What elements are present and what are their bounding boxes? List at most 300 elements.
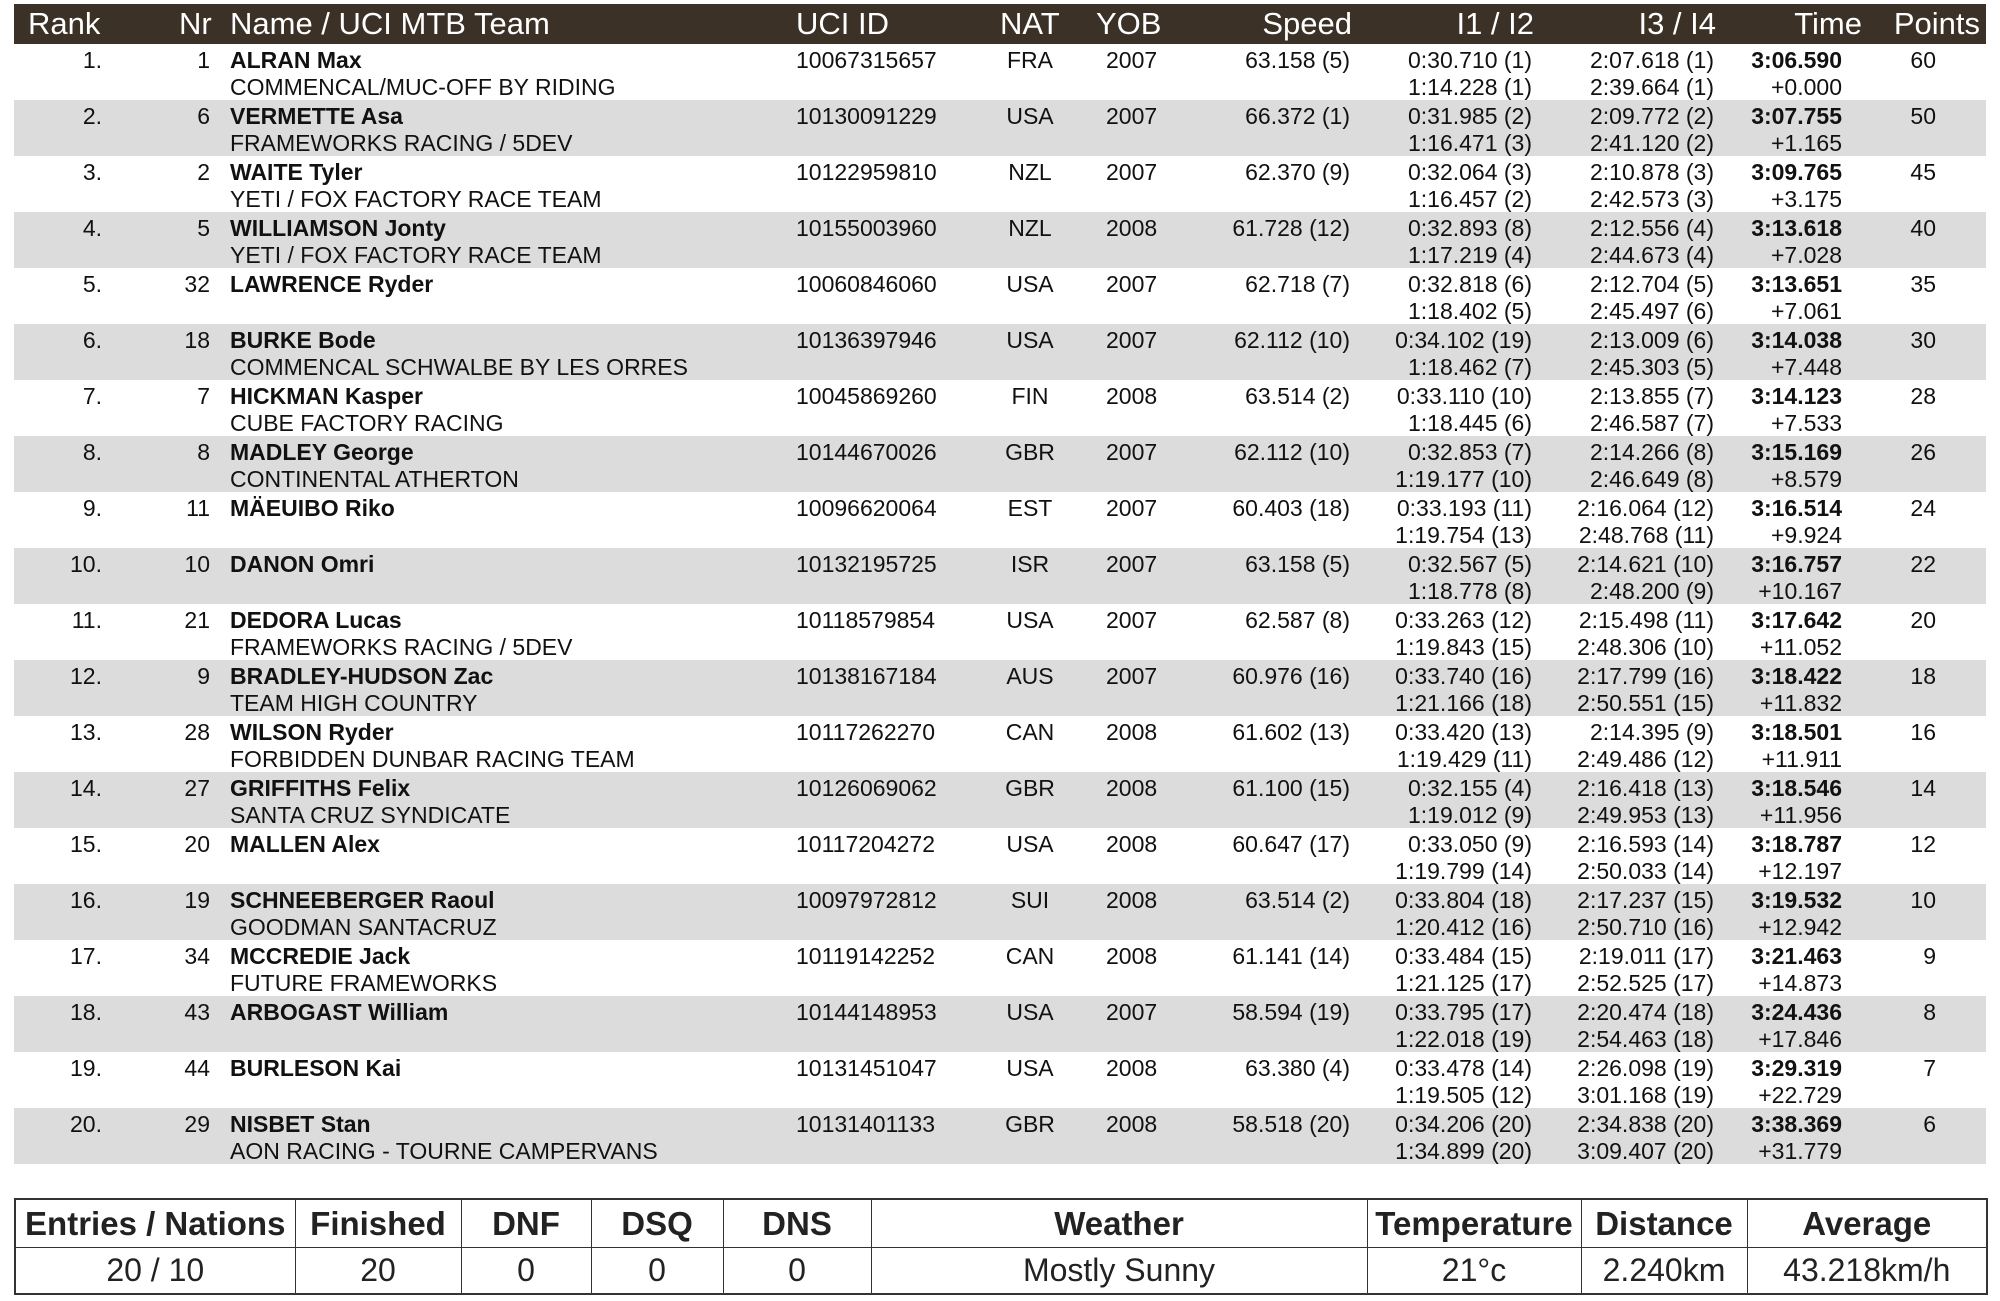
nationality: GBR xyxy=(1005,775,1055,801)
time-gap: +11.832 xyxy=(1759,690,1842,716)
nationality: NZL xyxy=(1008,159,1052,185)
bib-number: 21 xyxy=(184,607,210,633)
rider-name: ARBOGAST William xyxy=(230,999,449,1025)
split-i1: 0:32.567 (5) xyxy=(1407,551,1532,577)
rank-cell: 19. xyxy=(70,1055,102,1081)
finish-time: 3:13.651 xyxy=(1751,271,1842,297)
bib-number: 5 xyxy=(197,215,210,241)
summary-value: 0 xyxy=(461,1248,591,1295)
result-row xyxy=(14,380,1986,436)
rank-cell: 4. xyxy=(82,215,102,241)
split-i1: 0:32.155 (4) xyxy=(1407,775,1532,801)
time-gap: +3.175 xyxy=(1771,186,1842,212)
time-gap: +7.533 xyxy=(1771,410,1842,436)
col-nat-header: NAT xyxy=(1000,6,1060,41)
year-of-birth: 2007 xyxy=(1106,999,1158,1025)
split-i1: 0:33.795 (17) xyxy=(1395,999,1532,1025)
speed-trap: 60.403 (18) xyxy=(1232,495,1350,521)
result-row xyxy=(14,492,1986,548)
summary-value: 43.218km/h xyxy=(1747,1248,1987,1295)
year-of-birth: 2008 xyxy=(1106,719,1158,745)
summary-value: Mostly Sunny xyxy=(871,1248,1367,1295)
result-row xyxy=(14,156,1986,212)
team-name: FORBIDDEN DUNBAR RACING TEAM xyxy=(230,746,635,772)
time-gap: +8.579 xyxy=(1771,466,1842,492)
uci-id: 10060846060 xyxy=(796,271,937,297)
split-i3: 2:16.064 (12) xyxy=(1577,495,1714,521)
rank-cell: 11. xyxy=(71,607,102,633)
race-summary-table xyxy=(14,1198,1988,1295)
finish-time: 3:18.501 xyxy=(1751,719,1842,745)
split-i3: 2:07.618 (1) xyxy=(1589,47,1714,73)
nationality: FIN xyxy=(1011,383,1049,409)
finish-time: 3:09.765 xyxy=(1751,159,1842,185)
split-i3: 2:17.799 (16) xyxy=(1577,663,1714,689)
result-row xyxy=(14,716,1986,772)
split-i1: 0:32.893 (8) xyxy=(1407,215,1532,241)
rider-name: SCHNEEBERGER Raoul xyxy=(230,887,495,913)
speed-trap: 58.594 (19) xyxy=(1232,999,1350,1025)
summary-label: Distance xyxy=(1581,1199,1747,1248)
year-of-birth: 2008 xyxy=(1106,943,1158,969)
time-gap: +11.911 xyxy=(1761,746,1842,772)
split-i1: 0:33.420 (13) xyxy=(1395,719,1532,745)
summary-values-row xyxy=(15,1248,1987,1295)
rider-name: HICKMAN Kasper xyxy=(230,383,423,409)
speed-trap: 61.141 (14) xyxy=(1232,943,1350,969)
finish-time: 3:14.038 xyxy=(1751,327,1842,353)
speed-trap: 61.728 (12) xyxy=(1232,215,1350,241)
time-gap: +1.165 xyxy=(1771,130,1842,156)
uci-id: 10122959810 xyxy=(796,159,937,185)
uci-id: 10045869260 xyxy=(796,383,937,409)
result-row xyxy=(14,1052,1986,1108)
split-i4: 2:46.587 (7) xyxy=(1589,410,1714,436)
points: 10 xyxy=(1910,887,1936,913)
points: 6 xyxy=(1923,1111,1936,1137)
split-i4: 2:50.551 (15) xyxy=(1577,690,1714,716)
result-row xyxy=(14,1108,1986,1164)
col-rank-header: Rank xyxy=(28,6,101,41)
col-name-header: Name / UCI MTB Team xyxy=(230,6,550,41)
results-table xyxy=(14,4,1986,1164)
split-i1: 0:33.478 (14) xyxy=(1395,1055,1532,1081)
result-row xyxy=(14,884,1986,940)
split-i1: 0:34.102 (19) xyxy=(1395,327,1532,353)
rank-cell: 18. xyxy=(70,999,102,1025)
split-i1: 0:33.484 (15) xyxy=(1395,943,1532,969)
bib-number: 9 xyxy=(197,663,210,689)
speed-trap: 62.112 (10) xyxy=(1234,439,1350,465)
points: 7 xyxy=(1923,1055,1936,1081)
nationality: USA xyxy=(1006,271,1054,297)
team-name: YETI / FOX FACTORY RACE TEAM xyxy=(230,186,602,212)
year-of-birth: 2007 xyxy=(1106,159,1158,185)
speed-trap: 63.158 (5) xyxy=(1245,47,1350,73)
nationality: CAN xyxy=(1005,943,1055,969)
finish-time: 3:18.546 xyxy=(1751,775,1842,801)
year-of-birth: 2007 xyxy=(1106,47,1158,73)
rank-cell: 8. xyxy=(82,439,102,465)
bib-number: 29 xyxy=(184,1111,210,1137)
year-of-birth: 2007 xyxy=(1106,551,1158,577)
col-yob-header: YOB xyxy=(1096,6,1162,41)
year-of-birth: 2007 xyxy=(1106,495,1158,521)
split-i2: 1:19.799 (14) xyxy=(1395,858,1532,884)
split-i2: 1:19.177 (10) xyxy=(1395,466,1532,492)
year-of-birth: 2008 xyxy=(1106,775,1158,801)
rank-cell: 9. xyxy=(82,495,102,521)
bib-number: 10 xyxy=(184,551,210,577)
speed-trap: 63.514 (2) xyxy=(1245,383,1350,409)
rank-cell: 7. xyxy=(82,383,102,409)
split-i4: 2:50.710 (16) xyxy=(1577,914,1714,940)
summary-value: 0 xyxy=(723,1248,871,1295)
split-i1: 0:33.050 (9) xyxy=(1407,831,1532,857)
nationality: USA xyxy=(1006,1055,1054,1081)
split-i4: 2:39.664 (1) xyxy=(1589,74,1714,100)
time-gap: +7.448 xyxy=(1771,354,1842,380)
split-i4: 3:09.407 (20) xyxy=(1577,1138,1714,1164)
finish-time: 3:24.436 xyxy=(1751,999,1842,1025)
finish-time: 3:21.463 xyxy=(1751,943,1842,969)
uci-id: 10131451047 xyxy=(796,1055,937,1081)
split-i1: 0:32.064 (3) xyxy=(1407,159,1532,185)
team-name: FUTURE FRAMEWORKS xyxy=(230,970,498,996)
split-i1: 0:31.985 (2) xyxy=(1407,103,1532,129)
points: 45 xyxy=(1910,159,1936,185)
time-gap: +7.028 xyxy=(1771,242,1842,268)
split-i1: 0:33.263 (12) xyxy=(1395,607,1532,633)
bib-number: 7 xyxy=(197,383,210,409)
split-i2: 1:19.754 (13) xyxy=(1395,522,1532,548)
col-i1i2-header: I1 / I2 xyxy=(1456,6,1534,41)
summary-label: DSQ xyxy=(591,1199,723,1248)
time-gap: +11.956 xyxy=(1759,802,1842,828)
speed-trap: 60.647 (17) xyxy=(1232,831,1350,857)
uci-id: 10130091229 xyxy=(796,103,937,129)
time-gap: +11.052 xyxy=(1759,634,1842,660)
split-i2: 1:21.125 (17) xyxy=(1395,970,1532,996)
split-i1: 0:33.804 (18) xyxy=(1395,887,1532,913)
split-i1: 0:30.710 (1) xyxy=(1407,47,1532,73)
uci-id: 10155003960 xyxy=(796,215,937,241)
rider-name: NISBET Stan xyxy=(230,1111,371,1137)
summary-label: DNS xyxy=(723,1199,871,1248)
rider-name: LAWRENCE Ryder xyxy=(230,271,434,297)
summary-label: Entries / Nations xyxy=(15,1199,295,1248)
bib-number: 1 xyxy=(197,47,210,73)
col-nr-header: Nr xyxy=(179,6,212,41)
time-gap: +9.924 xyxy=(1771,522,1842,548)
rider-name: DEDORA Lucas xyxy=(230,607,402,633)
rider-name: WILLIAMSON Jonty xyxy=(230,215,446,241)
time-gap: +22.729 xyxy=(1758,1082,1842,1108)
split-i2: 1:18.462 (7) xyxy=(1407,354,1532,380)
rider-name: BRADLEY-HUDSON Zac xyxy=(230,663,494,689)
split-i3: 2:26.098 (19) xyxy=(1577,1055,1714,1081)
finish-time: 3:18.787 xyxy=(1751,831,1842,857)
finish-time: 3:06.590 xyxy=(1751,47,1842,73)
rider-name: WILSON Ryder xyxy=(230,719,394,745)
split-i4: 2:49.486 (12) xyxy=(1577,746,1714,772)
finish-time: 3:16.514 xyxy=(1751,495,1842,521)
points: 24 xyxy=(1910,495,1936,521)
summary-label: Weather xyxy=(871,1199,1367,1248)
uci-id: 10067315657 xyxy=(796,47,937,73)
rank-cell: 20. xyxy=(70,1111,102,1137)
split-i1: 0:32.818 (6) xyxy=(1407,271,1532,297)
points: 30 xyxy=(1910,327,1936,353)
points: 9 xyxy=(1923,943,1936,969)
rank-cell: 12. xyxy=(70,663,102,689)
split-i3: 2:14.395 (9) xyxy=(1589,719,1714,745)
split-i4: 2:52.525 (17) xyxy=(1577,970,1714,996)
split-i3: 2:15.498 (11) xyxy=(1578,607,1714,633)
year-of-birth: 2008 xyxy=(1106,215,1158,241)
split-i4: 2:46.649 (8) xyxy=(1589,466,1714,492)
rider-name: BURKE Bode xyxy=(230,327,376,353)
points: 22 xyxy=(1910,551,1936,577)
summary-value: 2.240km xyxy=(1581,1248,1747,1295)
speed-trap: 62.587 (8) xyxy=(1245,607,1350,633)
finish-time: 3:16.757 xyxy=(1751,551,1842,577)
split-i3: 2:12.556 (4) xyxy=(1589,215,1714,241)
team-name: FRAMEWORKS RACING / 5DEV xyxy=(230,130,573,156)
speed-trap: 61.602 (13) xyxy=(1232,719,1350,745)
time-gap: +0.000 xyxy=(1771,74,1842,100)
result-row xyxy=(14,772,1986,828)
finish-time: 3:29.319 xyxy=(1751,1055,1842,1081)
uci-id: 10096620064 xyxy=(796,495,937,521)
split-i4: 2:50.033 (14) xyxy=(1577,858,1714,884)
time-gap: +7.061 xyxy=(1771,298,1842,324)
summary-label: DNF xyxy=(461,1199,591,1248)
rider-name: ALRAN Max xyxy=(230,47,362,73)
split-i4: 2:44.673 (4) xyxy=(1589,242,1714,268)
bib-number: 19 xyxy=(184,887,210,913)
result-row xyxy=(14,212,1986,268)
finish-time: 3:07.755 xyxy=(1751,103,1842,129)
speed-trap: 62.370 (9) xyxy=(1245,159,1350,185)
speed-trap: 62.112 (10) xyxy=(1234,327,1350,353)
summary-label: Average xyxy=(1747,1199,1987,1248)
uci-id: 10118579854 xyxy=(796,607,935,633)
nationality: EST xyxy=(1007,495,1053,521)
year-of-birth: 2007 xyxy=(1106,607,1158,633)
speed-trap: 63.380 (4) xyxy=(1245,1055,1350,1081)
rank-cell: 5. xyxy=(82,271,102,297)
split-i3: 2:34.838 (20) xyxy=(1577,1111,1714,1137)
team-name: GOODMAN SANTACRUZ xyxy=(230,914,497,940)
bib-number: 8 xyxy=(197,439,210,465)
bib-number: 27 xyxy=(184,775,210,801)
col-points-header: Points xyxy=(1893,6,1980,41)
rider-name: MCCREDIE Jack xyxy=(230,943,411,969)
nationality: USA xyxy=(1006,999,1054,1025)
split-i4: 2:48.200 (9) xyxy=(1589,578,1714,604)
nationality: CAN xyxy=(1005,719,1055,745)
team-name: COMMENCAL SCHWALBE BY LES ORRES xyxy=(230,354,688,380)
year-of-birth: 2007 xyxy=(1106,663,1158,689)
uci-id: 10131401133 xyxy=(796,1111,935,1137)
split-i2: 1:20.412 (16) xyxy=(1395,914,1532,940)
summary-value: 0 xyxy=(591,1248,723,1295)
time-gap: +12.942 xyxy=(1758,914,1842,940)
time-gap: +10.167 xyxy=(1758,578,1842,604)
summary-header-row xyxy=(15,1199,1987,1248)
year-of-birth: 2008 xyxy=(1106,887,1158,913)
result-row xyxy=(14,828,1986,884)
result-row xyxy=(14,44,1986,100)
uci-id: 10144670026 xyxy=(796,439,937,465)
nationality: NZL xyxy=(1008,215,1052,241)
bib-number: 34 xyxy=(184,943,210,969)
speed-trap: 63.158 (5) xyxy=(1245,551,1350,577)
result-row xyxy=(14,548,1986,604)
time-gap: +14.873 xyxy=(1758,970,1842,996)
nationality: SUI xyxy=(1010,887,1050,913)
finish-time: 3:19.532 xyxy=(1751,887,1842,913)
nationality: USA xyxy=(1006,607,1054,633)
rider-name: DANON Omri xyxy=(230,551,375,577)
col-i3i4-header: I3 / I4 xyxy=(1638,6,1716,41)
rank-cell: 16. xyxy=(70,887,102,913)
split-i2: 1:19.505 (12) xyxy=(1395,1082,1532,1108)
nationality: ISR xyxy=(1010,551,1050,577)
team-name: SANTA CRUZ SYNDICATE xyxy=(230,802,511,828)
points: 12 xyxy=(1910,831,1936,857)
split-i1: 0:34.206 (20) xyxy=(1395,1111,1532,1137)
uci-id: 10097972812 xyxy=(796,887,937,913)
result-row xyxy=(14,940,1986,996)
summary-label: Temperature xyxy=(1367,1199,1581,1248)
split-i3: 2:14.266 (8) xyxy=(1589,439,1714,465)
nationality: GBR xyxy=(1005,1111,1055,1137)
nationality: GBR xyxy=(1005,439,1055,465)
split-i3: 2:17.237 (15) xyxy=(1577,887,1714,913)
uci-id: 10117204272 xyxy=(796,831,935,857)
bib-number: 20 xyxy=(184,831,210,857)
split-i2: 1:19.843 (15) xyxy=(1395,634,1532,660)
split-i4: 2:45.303 (5) xyxy=(1589,354,1714,380)
uci-id: 10126069062 xyxy=(796,775,937,801)
split-i2: 1:17.219 (4) xyxy=(1407,242,1532,268)
time-gap: +31.779 xyxy=(1758,1138,1842,1164)
split-i4: 3:01.168 (19) xyxy=(1577,1082,1714,1108)
bib-number: 28 xyxy=(184,719,210,745)
finish-time: 3:18.422 xyxy=(1751,663,1842,689)
split-i2: 1:16.457 (2) xyxy=(1407,186,1532,212)
team-name: YETI / FOX FACTORY RACE TEAM xyxy=(230,242,602,268)
split-i2: 1:14.228 (1) xyxy=(1407,74,1532,100)
split-i1: 0:32.853 (7) xyxy=(1407,439,1532,465)
speed-trap: 66.372 (1) xyxy=(1245,103,1350,129)
team-name: TEAM HIGH COUNTRY xyxy=(230,690,478,716)
points: 28 xyxy=(1910,383,1936,409)
finish-time: 3:38.369 xyxy=(1751,1111,1842,1137)
results-rows xyxy=(14,44,1986,1164)
rider-name: MADLEY George xyxy=(230,439,414,465)
nationality: USA xyxy=(1006,831,1054,857)
rank-cell: 10. xyxy=(70,551,102,577)
year-of-birth: 2007 xyxy=(1106,103,1158,129)
uci-id: 10138167184 xyxy=(796,663,937,689)
result-row xyxy=(14,996,1986,1052)
year-of-birth: 2007 xyxy=(1106,439,1158,465)
result-row xyxy=(14,660,1986,716)
points: 50 xyxy=(1910,103,1936,129)
rider-name: VERMETTE Asa xyxy=(230,103,403,129)
split-i4: 2:54.463 (18) xyxy=(1577,1026,1714,1052)
bib-number: 2 xyxy=(197,159,210,185)
rank-cell: 17. xyxy=(70,943,102,969)
summary-label: Finished xyxy=(295,1199,461,1248)
rank-cell: 14. xyxy=(70,775,102,801)
team-name: CONTINENTAL ATHERTON xyxy=(230,466,519,492)
bib-number: 6 xyxy=(197,103,210,129)
split-i2: 1:19.429 (11) xyxy=(1396,746,1532,772)
result-row xyxy=(14,268,1986,324)
col-uci-header: UCI ID xyxy=(796,6,889,41)
bib-number: 32 xyxy=(184,271,210,297)
split-i3: 2:12.704 (5) xyxy=(1589,271,1714,297)
bib-number: 11 xyxy=(186,495,210,521)
nationality: USA xyxy=(1006,327,1054,353)
year-of-birth: 2008 xyxy=(1106,1111,1158,1137)
speed-trap: 62.718 (7) xyxy=(1245,271,1350,297)
split-i3: 2:13.855 (7) xyxy=(1589,383,1714,409)
split-i2: 1:16.471 (3) xyxy=(1407,130,1532,156)
result-row xyxy=(14,100,1986,156)
split-i4: 2:42.573 (3) xyxy=(1589,186,1714,212)
bib-number: 43 xyxy=(184,999,210,1025)
result-row xyxy=(14,604,1986,660)
points: 20 xyxy=(1910,607,1936,633)
team-name: FRAMEWORKS RACING / 5DEV xyxy=(230,634,573,660)
result-row xyxy=(14,324,1986,380)
finish-time: 3:14.123 xyxy=(1751,383,1842,409)
nationality: USA xyxy=(1006,103,1054,129)
time-gap: +17.846 xyxy=(1758,1026,1842,1052)
points: 35 xyxy=(1910,271,1936,297)
speed-trap: 60.976 (16) xyxy=(1232,663,1350,689)
rank-cell: 1. xyxy=(82,47,102,73)
split-i1: 0:33.110 (10) xyxy=(1396,383,1532,409)
points: 60 xyxy=(1910,47,1936,73)
rank-cell: 3. xyxy=(82,159,102,185)
rider-name: MALLEN Alex xyxy=(230,831,380,857)
time-gap: +12.197 xyxy=(1758,858,1842,884)
summary-value: 21°c xyxy=(1367,1248,1581,1295)
finish-time: 3:15.169 xyxy=(1751,439,1842,465)
split-i4: 2:49.953 (13) xyxy=(1577,802,1714,828)
uci-id: 10119142252 xyxy=(796,943,935,969)
speed-trap: 58.518 (20) xyxy=(1232,1111,1350,1137)
uci-id: 10117262270 xyxy=(796,719,935,745)
split-i4: 2:48.768 (11) xyxy=(1578,522,1714,548)
split-i2: 1:34.899 (20) xyxy=(1395,1138,1532,1164)
points: 40 xyxy=(1910,215,1936,241)
rank-cell: 6. xyxy=(82,327,102,353)
split-i3: 2:16.593 (14) xyxy=(1577,831,1714,857)
results-header xyxy=(14,4,1986,44)
summary-value: 20 / 10 xyxy=(106,1252,205,1288)
year-of-birth: 2008 xyxy=(1106,831,1158,857)
split-i4: 2:48.306 (10) xyxy=(1577,634,1714,660)
points: 8 xyxy=(1923,999,1936,1025)
speed-trap: 61.100 (15) xyxy=(1232,775,1350,801)
